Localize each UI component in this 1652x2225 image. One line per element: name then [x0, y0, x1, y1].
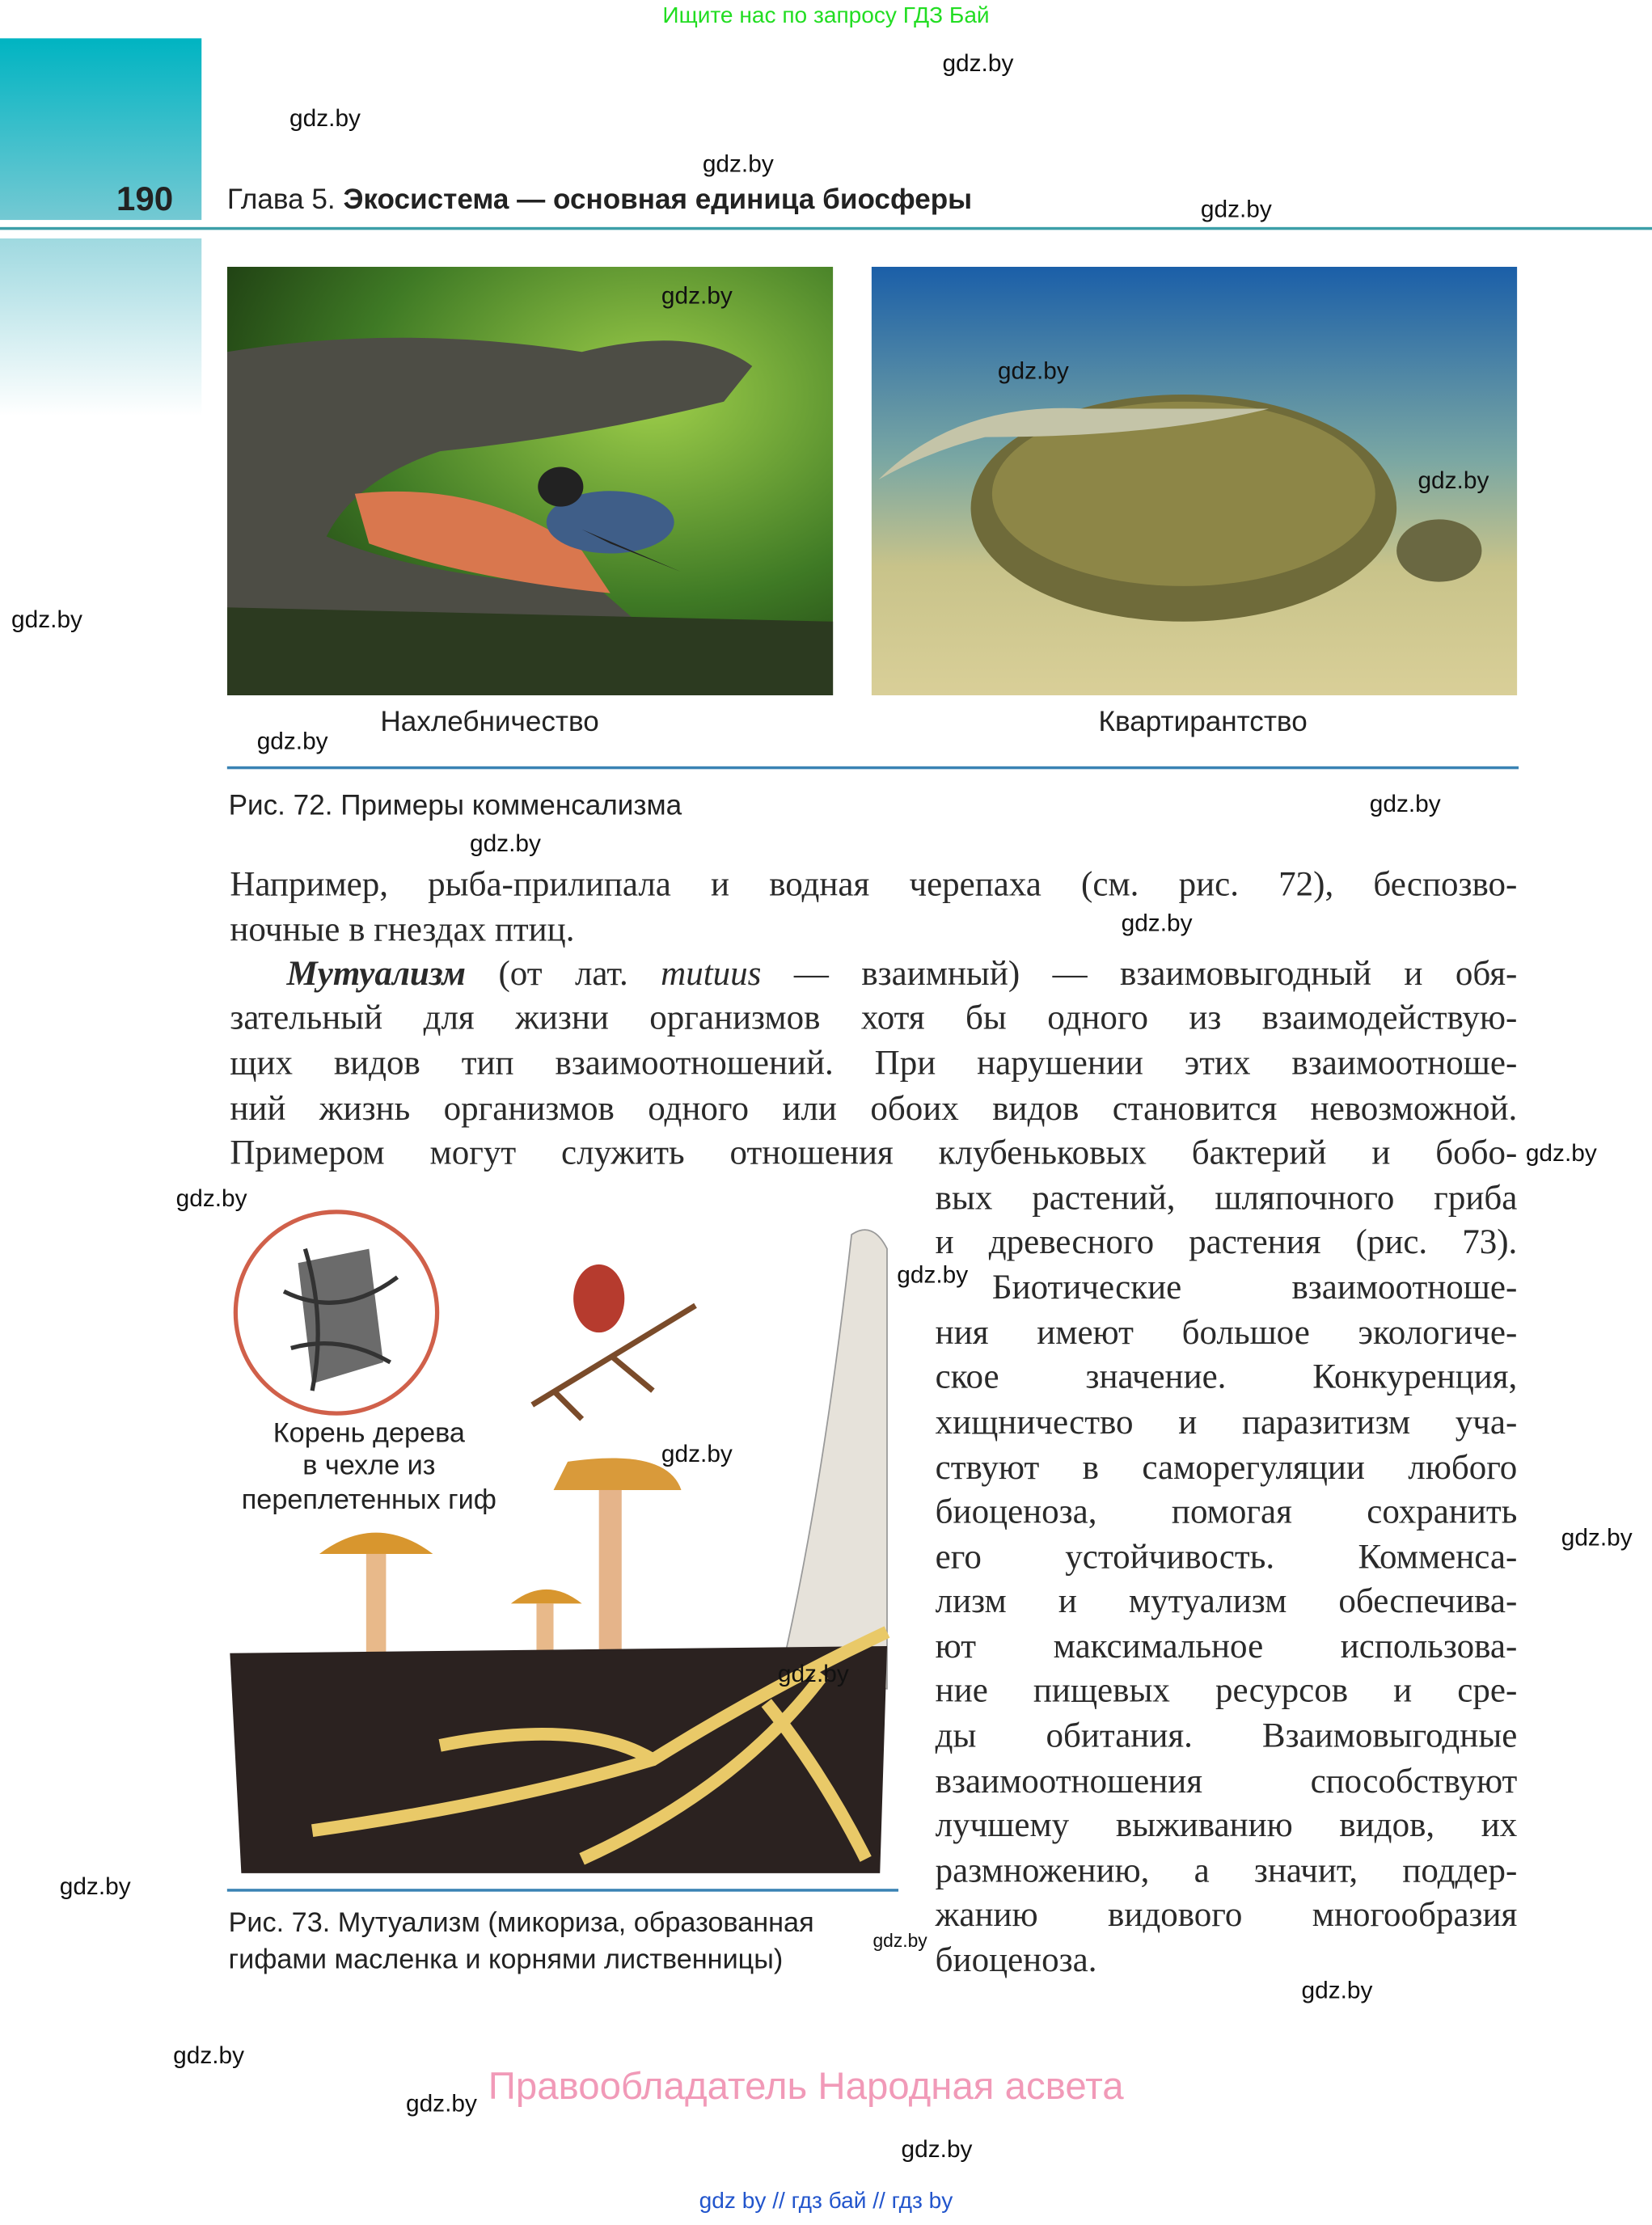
body-line: зательный для жизни организмов хотя бы одного из взаимодействую- — [230, 999, 1518, 1038]
figure73-caption-line: гифами масленка и корнями лиственницы) — [228, 1944, 784, 1976]
body-line: щих видов тип взаимоотношений. При нарушении этих взаимоотноше- — [230, 1044, 1518, 1083]
body-line: лизм и мутуализм обеспечива- — [935, 1582, 1518, 1621]
watermark[interactable]: gdz.by — [1525, 1139, 1597, 1167]
body-line: ское значение. Конкуренция, — [935, 1357, 1518, 1397]
chapter-name: Экосистема — основная единица биосферы — [343, 184, 973, 216]
watermark[interactable]: gdz.by — [942, 49, 1014, 77]
watermark[interactable]: gdz.by — [469, 830, 541, 858]
watermark[interactable]: gdz.by — [289, 104, 361, 133]
body-line: биоценоза, помогая сохранить — [935, 1492, 1518, 1531]
crocodile-bird-photo — [227, 267, 833, 695]
body-line: биоценоза. — [935, 1941, 1097, 1980]
mutualism-definition — [287, 953, 1518, 996]
root-label-line: в чехле из — [302, 1450, 436, 1482]
body-line: ночные в гнездах птиц. — [230, 910, 575, 950]
root-label-line: Корень дерева — [273, 1417, 465, 1450]
watermark[interactable]: gdz.by — [1418, 467, 1489, 494]
body-line: ды обитания. Взаимовыгодные — [935, 1716, 1518, 1756]
watermark[interactable]: gdz.by — [175, 1184, 247, 1212]
watermark[interactable]: gdz.by — [173, 2041, 245, 2070]
mycorrhiza-illustration — [227, 1206, 894, 1881]
watermark[interactable]: gdz.by — [897, 1261, 969, 1289]
body-line: Например, рыба-прилипала и водная черепаха (см. рис. 72), беспозво- — [230, 865, 1518, 905]
body-line: лучшему выживанию видов, их — [935, 1806, 1518, 1845]
body-line: взаимоотношения способствуют — [935, 1762, 1518, 1801]
search-banner[interactable]: Ищите нас по запросу ГДЗ Бай — [662, 4, 990, 29]
body-line: жанию видового многообразия — [935, 1895, 1518, 1935]
body-line: ний жизнь организмов одного или обоих видов становится невозможной. — [230, 1089, 1518, 1129]
margin-color-block — [0, 239, 201, 416]
body-line: вых растений, шляпочного гриба — [935, 1179, 1518, 1218]
watermark[interactable]: gdz.by — [11, 606, 82, 633]
figure72-caption: Рис. 72. Примеры комменсализма — [228, 790, 682, 822]
watermark[interactable]: gdz.by — [405, 2090, 477, 2117]
watermark[interactable]: gdz.by — [1561, 1524, 1633, 1552]
watermark[interactable]: gdz.by — [661, 1440, 733, 1467]
footer-links[interactable]: gdz by // гдз бай // гдз by — [699, 2189, 953, 2214]
figure72-left-caption: Нахлебничество — [380, 707, 599, 738]
root-label-line: переплетенных гиф — [241, 1484, 496, 1516]
watermark[interactable]: gdz.by — [872, 1930, 927, 1952]
chapter-prefix: Глава 5. — [226, 184, 336, 216]
watermark[interactable]: gdz.by — [901, 2135, 973, 2163]
figure72-divider — [227, 766, 1519, 769]
watermark[interactable]: gdz.by — [997, 357, 1069, 385]
body-line: ют максимальное использова- — [935, 1628, 1518, 1666]
body-line: Биотические взаимоотноше- — [991, 1269, 1518, 1307]
body-line: ние пищевых ресурсов и сре- — [935, 1671, 1518, 1711]
body-line: ния имеют большое экологиче- — [935, 1314, 1518, 1353]
watermark[interactable]: gdz.by — [1369, 790, 1441, 817]
body-line: его устойчивость. Комменса- — [935, 1538, 1518, 1577]
body-line: ствуют в саморегуляции любого — [935, 1449, 1518, 1488]
body-line: размножению, а значит, поддер- — [935, 1851, 1518, 1890]
header-divider — [0, 227, 1652, 230]
watermark[interactable]: gdz.by — [1121, 910, 1193, 937]
latin-term: mutuus — [661, 955, 762, 994]
watermark[interactable]: gdz.by — [702, 150, 774, 178]
chapter-title — [227, 184, 972, 217]
figure73-caption-line: Рис. 73. Мутуализм (микориза, образованная — [228, 1906, 814, 1939]
watermark[interactable]: gdz.by — [59, 1872, 131, 1901]
body-line: Примером могут служить отношения клубеньковых бактерий и бобо- — [230, 1134, 1518, 1172]
watermark[interactable]: gdz.by — [1200, 196, 1272, 223]
body-line: хищничество и паразитизм уча- — [935, 1403, 1518, 1442]
watermark[interactable]: gdz.by — [777, 1660, 849, 1687]
text-fragment: — взаимный) — взаимовыгодный и обя- — [761, 955, 1518, 994]
watermark[interactable]: gdz.by — [661, 282, 733, 310]
figure72-right-caption: Квартирантство — [1098, 707, 1308, 738]
term-mutualism: Мутуализм — [286, 955, 467, 994]
figure73-divider — [227, 1889, 898, 1891]
body-line: и древесного растения (рис. 73). — [935, 1222, 1518, 1262]
watermark[interactable]: gdz.by — [1301, 1976, 1373, 2004]
copyright-owner: Правообладатель Народная асвета — [488, 2064, 1124, 2108]
watermark[interactable]: gdz.by — [256, 728, 328, 755]
text-fragment: (от лат. — [466, 955, 661, 994]
page-number: 190 — [116, 179, 174, 219]
